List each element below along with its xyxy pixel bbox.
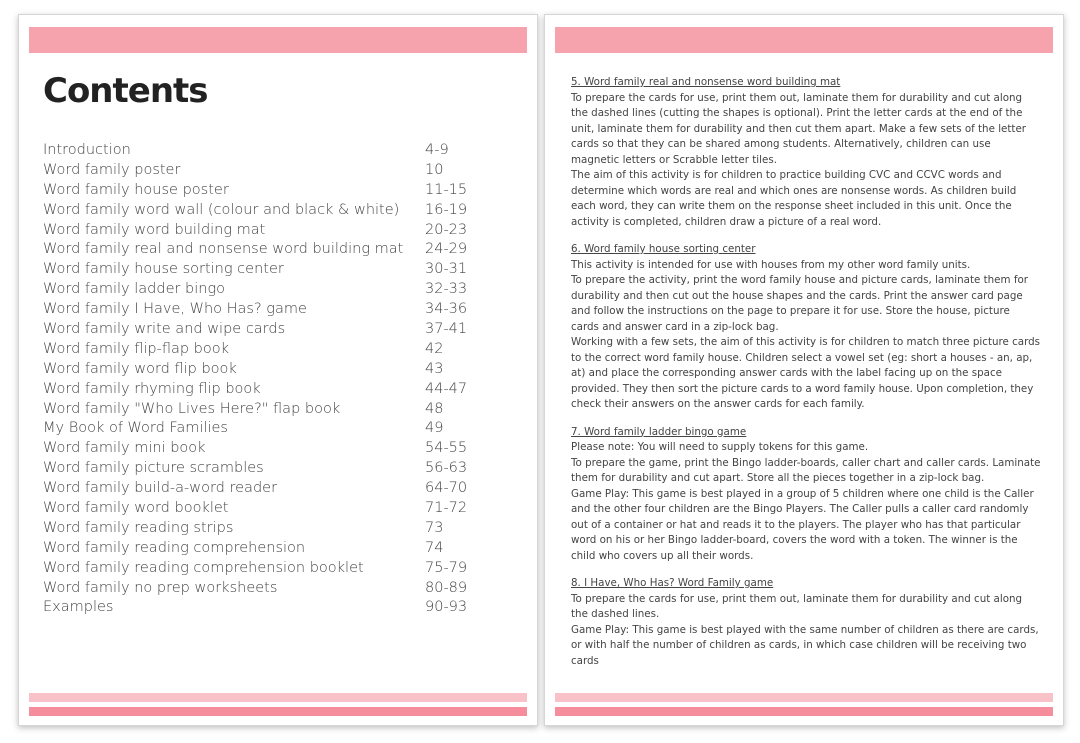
bottom-pink-band: [29, 707, 527, 716]
section-heading: 6. Word family house sorting center: [571, 243, 756, 255]
bottom-light-pink-band: [555, 693, 1053, 702]
toc-row: [43, 360, 473, 380]
toc-label: Word family word booklet: [43, 500, 229, 517]
toc-row: [43, 419, 473, 439]
toc-label: Word family write and wipe cards: [43, 321, 286, 338]
toc-label: Word family word wall (colour and black & white): [43, 201, 400, 218]
toc-label: Word family poster: [43, 161, 181, 178]
section-paragraph: Game Play: This game is best played with the same number of children as there are cards, or with half the number of children as cards, in which case children will be receiving two cards: [571, 623, 1039, 667]
section-heading: 8. I Have, Who Has? Word Family game: [571, 577, 774, 589]
section-paragraph: To prepare the activity, print the word family house and picture cards, laminate them for durability and then cut out the house shapes and the cards. Print the answer card page and follow the instructions on the page to prepare it for use. Store the house, picture cards and answer card in a zip-lock bag.: [571, 274, 1028, 333]
instruction-section: [571, 75, 1041, 230]
toc-row: [43, 280, 473, 300]
toc-label: Word family mini book: [43, 440, 206, 457]
toc-page-range: 64-70: [425, 480, 468, 497]
toc-page-range: 49: [425, 420, 444, 437]
instruction-section: [571, 576, 1041, 669]
toc-label: Word family I Have, Who Has? game: [43, 301, 307, 318]
toc-row: [43, 221, 473, 241]
toc-page-range: 4-9: [425, 142, 449, 158]
toc-label: Word family picture scrambles: [43, 460, 264, 477]
toc-label: Word family word building mat: [43, 221, 266, 238]
instruction-section: [571, 425, 1041, 565]
toc-page-range: 44-47: [425, 380, 468, 397]
instruction-section: [571, 242, 1041, 413]
toc-row: [43, 141, 473, 161]
toc-page-range: 75-79: [425, 559, 468, 576]
toc-row: [43, 201, 473, 221]
toc-page-range: 37-41: [425, 321, 468, 338]
toc-row: [43, 340, 473, 360]
toc-page-range: 20-23: [425, 221, 468, 238]
toc-row: [43, 519, 473, 539]
toc-page-range: 16-19: [425, 201, 468, 218]
toc-row: [43, 380, 473, 400]
toc-label: Word family "Who Lives Here?" flap book: [43, 400, 341, 417]
toc-label: Word family rhyming flip book: [43, 380, 261, 397]
toc-row: [43, 320, 473, 340]
toc-row: [43, 598, 473, 618]
toc-row: [43, 579, 473, 599]
toc-page-range: 11-15: [425, 181, 468, 198]
toc-row: [43, 479, 473, 499]
section-paragraph: The aim of this activity is for children to practice building CVC and CCVC words and determine which words are real and which ones are nonsense words. As children build each word, they can write them on the response sheet included in this unit. Once the activity is completed, children draw a picture of a real word.: [571, 169, 1017, 228]
instructions-text: [571, 75, 1041, 681]
toc-page-range: 32-33: [425, 281, 468, 298]
bottom-light-pink-band: [29, 693, 527, 702]
section-paragraph: Please note: You will need to supply tokens for this game.: [571, 441, 869, 453]
toc-row: [43, 539, 473, 559]
toc-page-range: 56-63: [425, 460, 468, 477]
toc-label: Introduction: [43, 142, 131, 158]
section-paragraph: To prepare the cards for use, print them out, laminate them for durability and cut along the dashed lines (cutting the shapes is optional). Print the letter cards at the end of the unit, laminate them for durability and then cut them apart. Make a few sets of the letter cards so that they can be shared among students. Alternatively, children can use magnetic letters or Scrabble letter tiles.: [571, 91, 1027, 166]
instructions-page: [544, 14, 1064, 726]
toc-page-range: 90-93: [425, 599, 468, 616]
toc-row: [43, 499, 473, 519]
section-paragraph: Working with a few sets, the aim of this activity is for children to match three picture cards to the correct word family house. Children select a vowel set (eg: short a houses - an, ap, at) and place the corresponding answer cards with the label facing up on the space provided. They then sort the picture cards to a word family house. Upon completion, they check their answers on the answer cards for each family.: [571, 336, 1041, 410]
toc-row: [43, 161, 473, 181]
toc-page-range: 74: [425, 539, 444, 556]
toc-label: Word family house sorting center: [43, 261, 284, 278]
toc-page-range: 30-31: [425, 261, 468, 278]
toc-page-range: 73: [425, 519, 444, 536]
toc-row: [43, 240, 473, 260]
toc-label: Word family reading comprehension booklet: [43, 559, 364, 576]
toc-page-range: 71-72: [425, 500, 468, 517]
contents-page: [18, 14, 538, 726]
toc-row: [43, 400, 473, 420]
section-heading: 7. Word family ladder bingo game: [571, 425, 747, 438]
toc-page-range: 10: [425, 161, 444, 178]
toc-row: [43, 300, 473, 320]
toc-page-range: 80-89: [425, 579, 468, 596]
toc-page-range: 34-36: [425, 301, 468, 318]
toc-label: My Book of Word Families: [43, 420, 228, 437]
toc-label: Word family reading strips: [43, 519, 234, 536]
toc-label: Word family real and nonsense word building mat: [43, 241, 404, 258]
section-paragraph: This activity is intended for use with houses from my other word family units.: [571, 258, 971, 271]
section-heading: 5. Word family real and nonsense word building mat: [571, 76, 841, 88]
toc-label: Word family build-a-word reader: [43, 480, 278, 497]
toc-row: [43, 181, 473, 201]
toc-label: Word family word flip book: [43, 360, 237, 377]
top-pink-band: [555, 27, 1053, 53]
contents-title: Contents: [43, 71, 208, 111]
toc-page-range: 48: [425, 400, 444, 417]
toc-label: Word family flip-flap book: [43, 340, 230, 357]
top-pink-band: [29, 27, 527, 53]
toc-row: [43, 260, 473, 280]
toc-page-range: 43: [425, 360, 444, 377]
section-paragraph: To prepare the game, print the Bingo ladder-boards, caller chart and caller cards. Laminate them for durability and cut apart. Store all the pieces together in a zip-lock bag.: [571, 456, 1041, 484]
toc-label: Word family ladder bingo: [43, 281, 226, 298]
toc-label: Word family reading comprehension: [43, 539, 306, 556]
toc-label: Word family house poster: [43, 181, 229, 198]
toc-row: [43, 459, 473, 479]
table-of-contents: [43, 141, 473, 618]
toc-row: [43, 559, 473, 579]
section-paragraph: To prepare the cards for use, print them out, laminate them for durability and cut along the dashed lines.: [571, 592, 1023, 620]
toc-label: Word family no prep worksheets: [43, 579, 278, 596]
bottom-pink-band: [555, 707, 1053, 716]
toc-page-range: 54-55: [425, 440, 468, 457]
toc-page-range: 24-29: [425, 241, 468, 258]
toc-label: Examples: [43, 599, 114, 616]
toc-row: [43, 439, 473, 459]
section-paragraph: Game Play: This game is best played in a group of 5 children where one child is the Caller and the other four children are the Bingo Players. The Caller pulls a caller card randomly out of a container or hat and reads it to the players. The player who has that particular word on his or her Bingo ladder-board, covers the word with a token. The winner is the child who covers up all their words.: [571, 487, 1034, 562]
toc-page-range: 42: [425, 340, 444, 357]
